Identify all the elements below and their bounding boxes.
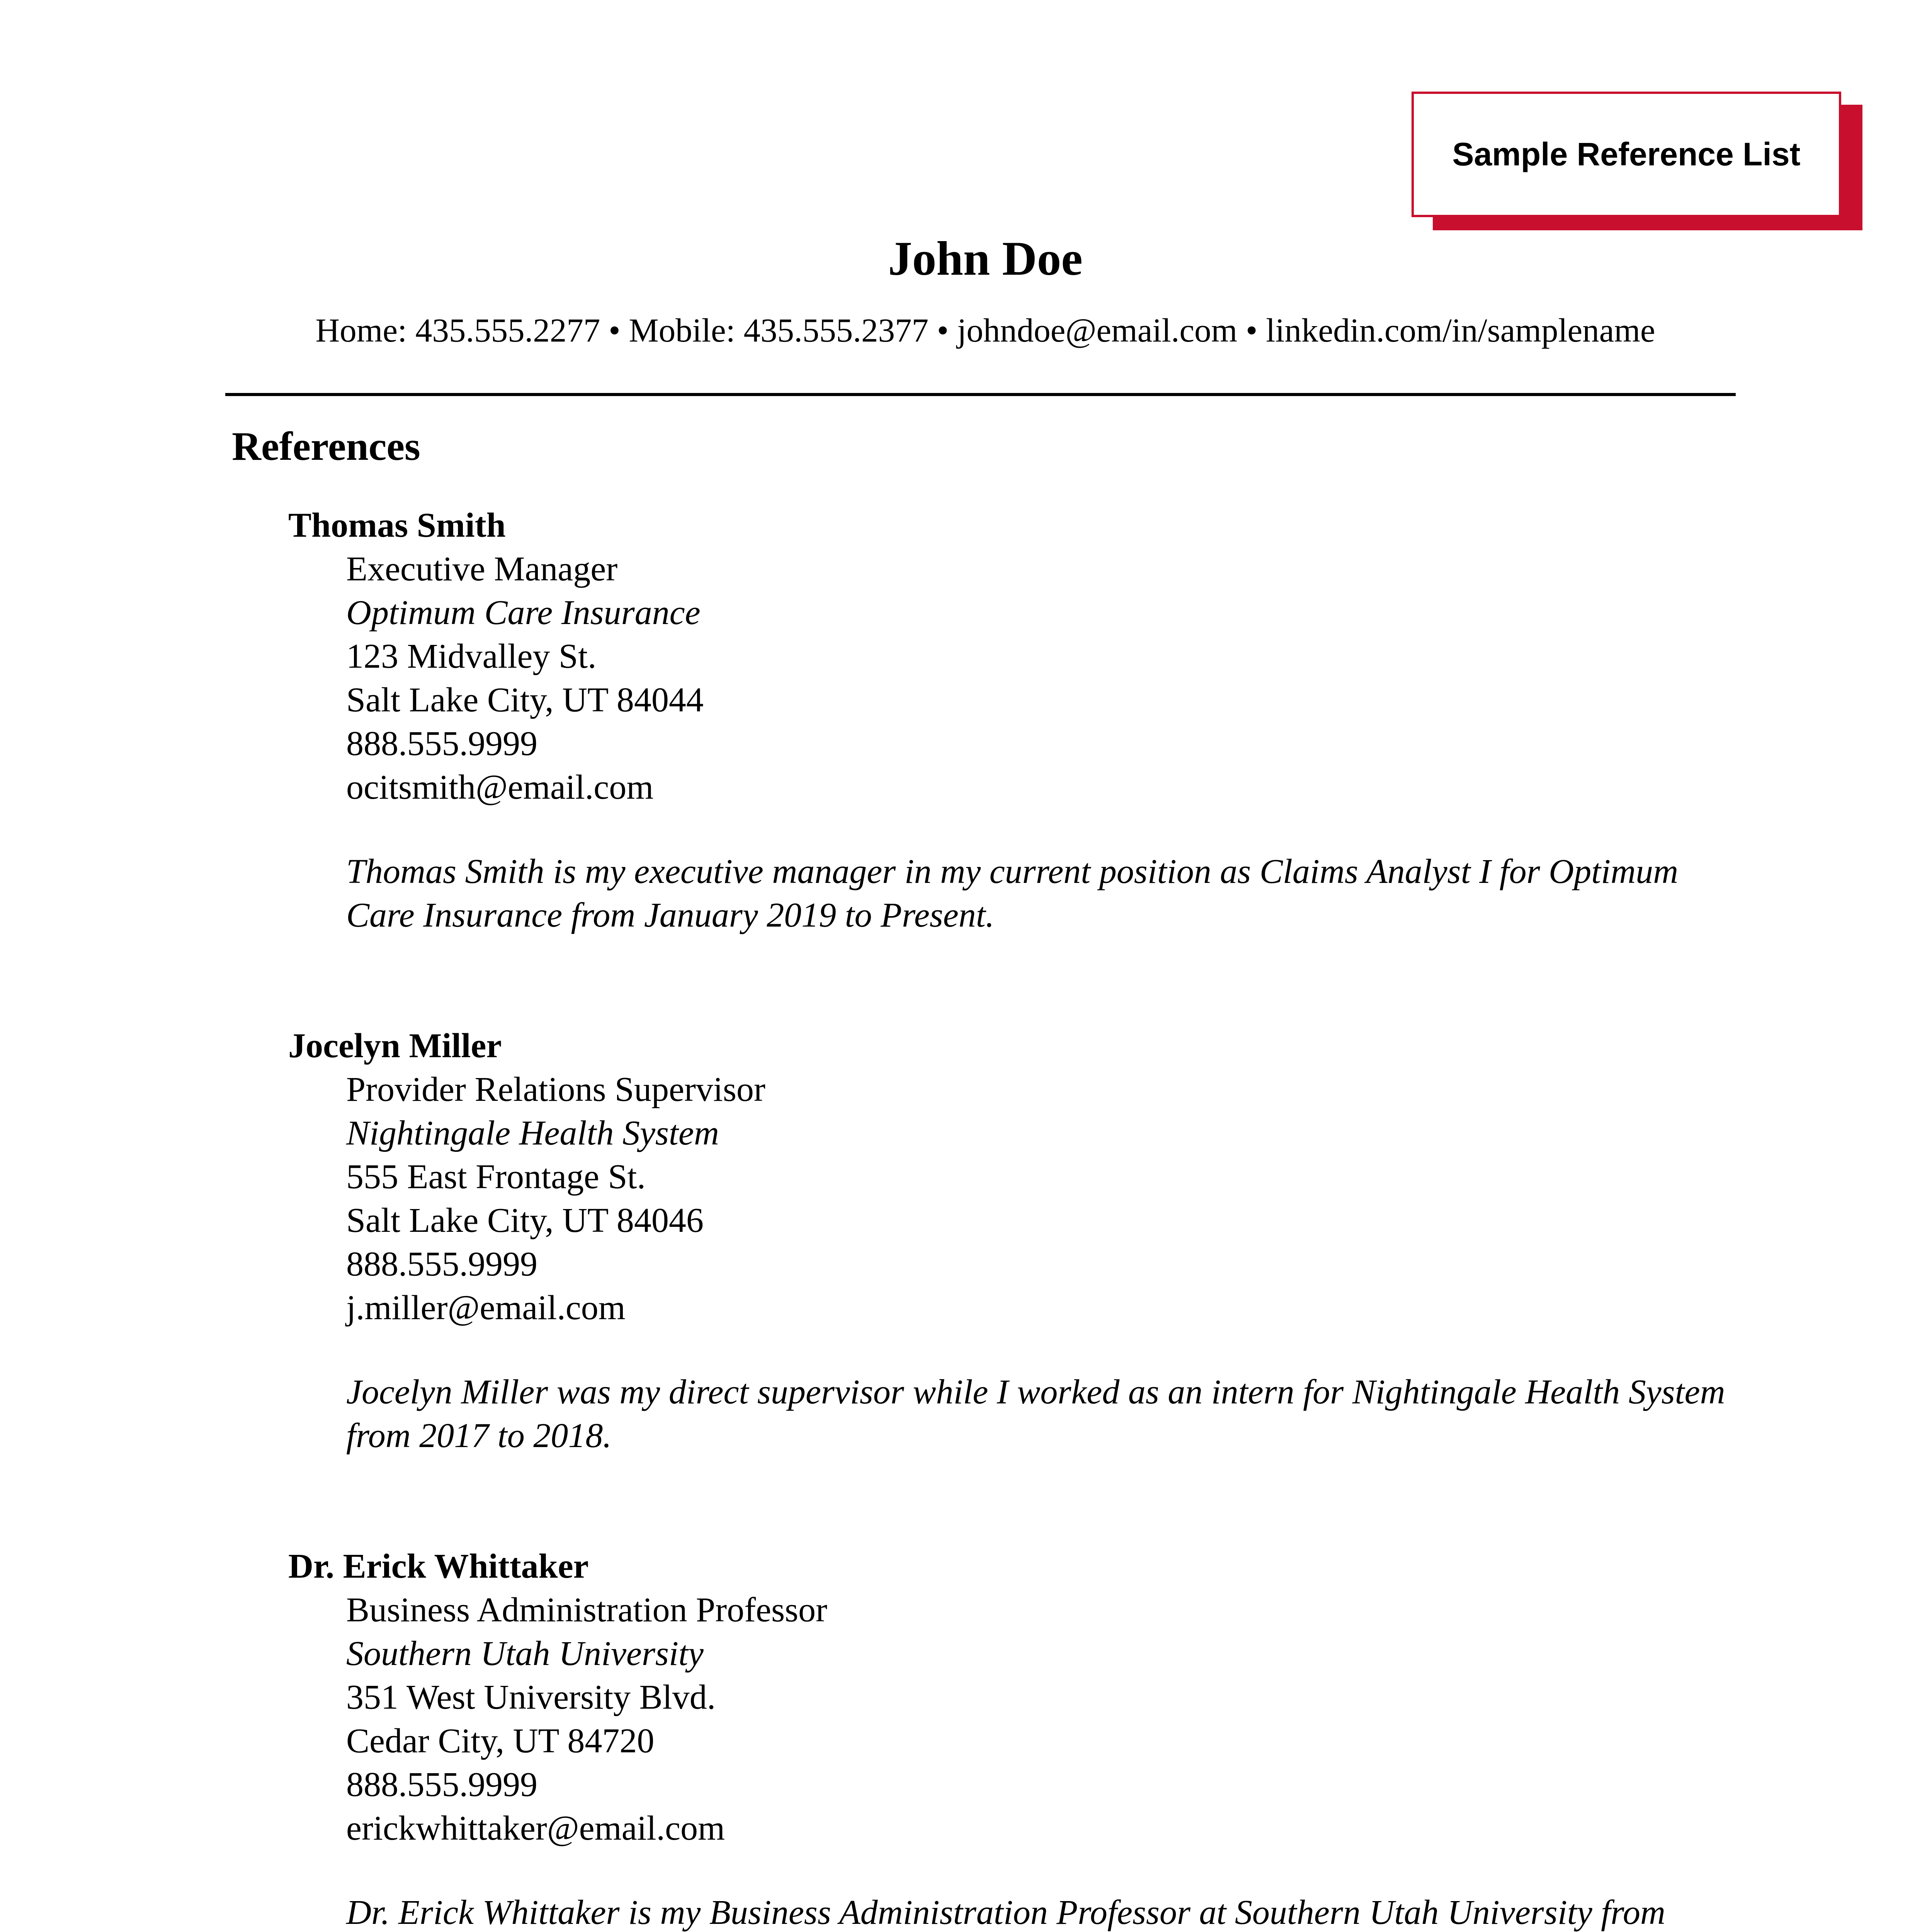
reference-phone: 888.555.9999 <box>346 724 537 763</box>
section-heading: References <box>232 423 420 469</box>
reference-list <box>288 503 1737 1932</box>
reference-name: Dr. Erick Whittaker <box>288 1547 589 1585</box>
reference-organization: Southern Utah University <box>346 1634 704 1673</box>
reference-city: Salt Lake City, UT 84046 <box>346 1201 704 1240</box>
reference-street: 123 Midvalley St. <box>346 637 597 675</box>
reference-city: Salt Lake City, UT 84044 <box>346 681 704 719</box>
reference-details <box>288 1068 1737 1458</box>
reference-organization: Optimum Care Insurance <box>346 594 701 632</box>
reference-street: 555 East Frontage St. <box>346 1158 646 1196</box>
reference-email: ocitsmith@email.com <box>346 768 654 806</box>
reference-details <box>288 547 1737 937</box>
reference-title: Executive Manager <box>346 550 618 588</box>
reference-email: erickwhittaker@email.com <box>346 1809 725 1847</box>
badge-label: Sample Reference List <box>1452 136 1801 172</box>
reference-description: Dr. Erick Whittaker is my Business Administration Professor at Southern Utah University from <box>346 1893 1665 1932</box>
reference-phone: 888.555.9999 <box>346 1245 537 1283</box>
reference-city: Cedar City, UT 84720 <box>346 1722 655 1760</box>
reference-description: Thomas Smith is my executive manager in my current position as Claims Analyst I for Optimum Care Insurance from January 2019 to Present. <box>346 852 1679 934</box>
reference-entry <box>288 503 1737 937</box>
reference-entry <box>288 1544 1737 1932</box>
page-title: John Doe <box>888 232 1083 286</box>
reference-details <box>288 1588 1737 1932</box>
reference-title: Business Administration Professor <box>346 1591 828 1629</box>
sample-badge <box>1412 92 1841 217</box>
reference-name: Jocelyn Miller <box>288 1027 502 1065</box>
reference-description: Jocelyn Miller was my direct supervisor while I worked as an intern for Nightingale Health System from 2017 to 2018. <box>346 1373 1725 1455</box>
header-divider <box>225 393 1736 396</box>
reference-phone: 888.555.9999 <box>346 1765 537 1804</box>
reference-street: 351 West University Blvd. <box>346 1678 716 1716</box>
reference-organization: Nightingale Health System <box>346 1114 719 1152</box>
reference-email: j.miller@email.com <box>346 1289 626 1327</box>
contact-line: Home: 435.555.2277 • Mobile: 435.555.2377 • johndoe@email.com • linkedin.com/in/samplename <box>315 311 1655 349</box>
reference-name: Thomas Smith <box>288 506 506 544</box>
reference-entry <box>288 1024 1737 1458</box>
reference-title: Provider Relations Supervisor <box>346 1070 765 1109</box>
